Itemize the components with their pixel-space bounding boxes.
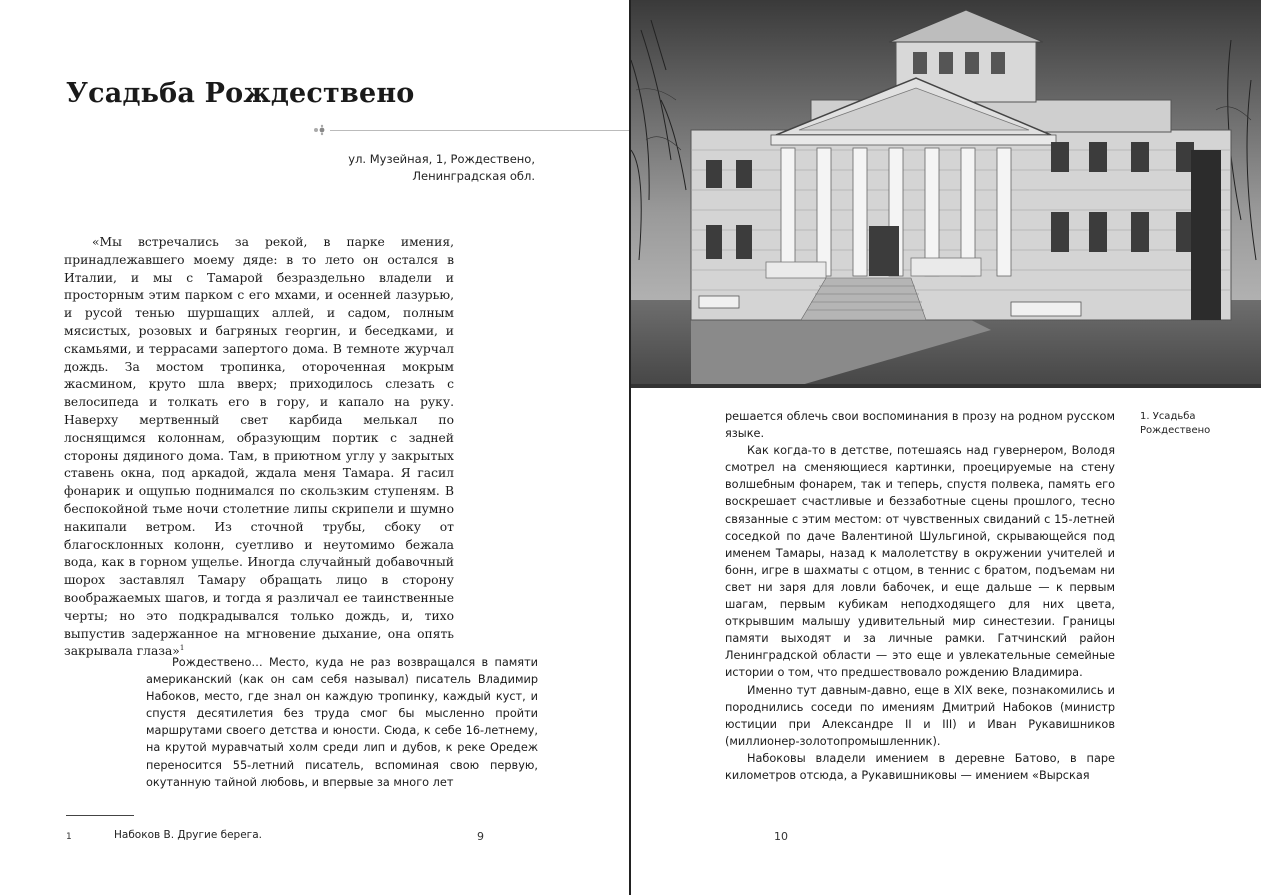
photo-caption: 1. Усадьба Рождествено — [1140, 411, 1211, 436]
page-title: Усадьба Рождествено — [66, 78, 415, 109]
address — [348, 151, 535, 185]
body-paragraph: Рождествено… Место, куда не раз возвращался в памяти американский (как он сам себя называл) писатель Владимир Набоков, место, где знал он каждую тропинку, каждый куст, и спустя десятилетия без труда смог бы мысленно пройти маршрутами своего детства и юности. Сюда, к себе 16-летнему, на крутой муравчатый холм среди лип и дубов, к реке Оредеж переносится 55-летний писатель, вспоминая свою первую, окутанную тайной любовь, и впервые за много лет — [146, 656, 538, 789]
quote-text: «Мы встречались за рекой, в парке имения, принадлежавшего моему дяде: в то лето он остался в Италии, и мы с Тамарой безраздельно владели и просторным этим парком с его мхами, и осенней лазурью, и русой тенью шуршащих аллей, и садом, полным мясистых, розовых и багряных георгин, и беседками, и скамьями, и террасами запертого дома. В темноте журчал дождь. За мостом тропинка, отороченная мокрым жасмином, круто шла вверх; приходилось слезать с велосипеда и толкать его в гору, и капало на руку. Наверху мертвенный свет карбида мелькал по лоснящимся колоннам, образующим портик с задней стороны дядиного дома. Там, в приютном углу у закрытых ставень окна, под аркадой, ждала меня Тамара. Я гасил фонарик и ощупью поднимался по скользким ступеням. В беспокойной тьме ночи столетние липы скрипели и шумно накипали ветром. Из сточной трубы, сбоку от благосклонных колонн, суетливо и неутомимо бежала вода, как в горном ущелье. Иногда случайный добавочный шорох заставлял Тамару обращать лицо в сторону воображаемых шагов, и тогда я различал ее таинственные черты; но это подкрадывался только дождь, и, тихо выпустив задержанное на мгновение дыхание, она опять закрывала глаза» — [64, 235, 454, 659]
footnote-reference: 1 — [179, 644, 185, 653]
footnote-text: Набоков В. Другие берега. — [114, 829, 262, 841]
right-body-text — [725, 408, 1115, 784]
right-page — [631, 0, 1261, 895]
nabokov-quote — [64, 234, 454, 661]
title-divider — [330, 130, 630, 131]
address-line-2: Ленинградская обл. — [412, 169, 535, 183]
ornament-icon — [313, 124, 329, 136]
right-paragraph-4: Набоковы владели имением в деревне Батово, в паре километров отсюда, а Рукавишниковы — имением «Вырская — [725, 751, 1115, 782]
page-number-right: 10 — [774, 830, 788, 843]
manor-photo — [631, 0, 1261, 388]
left-page — [0, 0, 629, 895]
address-line-1: ул. Музейная, 1, Рождествено, — [348, 152, 535, 166]
right-paragraph-3: Именно тут давным-давно, еще в XIX веке, познакомились и породнились соседи по имениям Дмитрий Набоков (министр юстиции при Александре II и III) и Иван Рукавишников (миллионер-золотопромышленник). — [725, 683, 1115, 748]
footnote-number: 1 — [66, 832, 72, 842]
page-number-left: 9 — [477, 830, 484, 843]
right-paragraph-1: решается облечь свои воспоминания в прозу на родном русском языке. — [725, 410, 1115, 441]
right-paragraph-2: Как когда-то в детстве, потешаясь над гувернером, Володя смотрел на сменяющиеся картинки, проецируемые на стену волшебным фонарем, так и теперь, спустя полвека, память его воскрешает счастливые и беззаботные сцены прошлого, тесно связанные с этим местом: от чувственных свиданий с 15-летней соседкой по даче Валентиной Шульгиной, скрывающейся под именем Тамары, назад к малолетству в окружении учителей и бонн, игре в шахматы с отцом, в теннис с братом, подъемам ни свет ни заря для ловли бабочек, и еще дальше — к первым шагам, первым кубикам неподходящего для них цвета, открывшим малышу удивительный мир синестезии. Границы памяти выходят и за личные рамки. Гатчинский район Ленинградской области — это еще и увлекательные семейные истории о том, что предшествовало рождению Владимира. — [725, 444, 1115, 680]
footnote-divider — [66, 815, 134, 816]
